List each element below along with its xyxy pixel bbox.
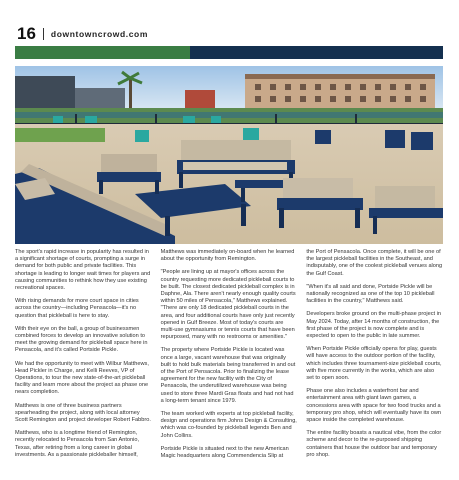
- paragraph: Matthews is one of three business partners spearheading the project, along with local attorney Scott Remington and project developer Robert Fabbro.: [15, 402, 151, 424]
- page-header: [17, 24, 148, 44]
- color-band: [15, 46, 443, 59]
- article-body: [15, 249, 443, 474]
- paragraph: The property where Portside Pickle is located was once a large, vacant warehouse that was originally built to hold bulk materials being transferred in and out of the Port of Pensacola. Prior to finalizing the lease agreement for the new facility with the City of Pensacola, the underutilized warehouse was being used to store three Mardi Gras floats and had not had a long-term tenant since 1979.: [160, 347, 296, 404]
- paragraph: The sport's rapid increase in popularity has resulted in a significant shortage of courts, prompting a surge in demand for both public and private facilities. This shortage is leading to longer wait times for players and causing communities to rethink how they use existing recreational spaces.: [15, 249, 151, 292]
- color-band-navy: [190, 46, 443, 59]
- paragraph: Matthews, who is a longtime friend of Remington, recently relocated to Pensacola from San Antonio, Texas, after retiring from a long career in global investments. As a passionate pickleballer himself,: [15, 430, 140, 458]
- paragraph: With rising demands for more court space in cities across the country—including Pensacola—it's no question that pickleball is here to stay.: [15, 298, 139, 319]
- header-divider: [43, 28, 44, 40]
- pickleball-venue-photo: [15, 66, 443, 244]
- paragraph: Phase one also includes a waterfront bar and entertainment area with giant lawn games, a concessions area with space for two food trucks and a temporary pro shop, which will eventually have its own space inside the completed warehouse.: [306, 388, 441, 424]
- paragraph: Matthews was immediately on-board when he learned about the opportunity from Remington.: [160, 249, 295, 263]
- article-column-1: [15, 249, 152, 474]
- paragraph: the Port of Pensacola. Once complete, it will be one of the largest pickleball facilities in the Southeast, and indisputably, one of the coolest pickleball venues along the Gulf Coast.: [306, 249, 443, 277]
- article-column-2: [161, 249, 298, 474]
- paragraph: Portside Pickle is situated next to the new American Magic headquarters along Commendencia Slip at: [160, 445, 289, 460]
- paragraph: "People are lining up at mayor's offices across the country requesting more dedicated pickleball courts to be built. The closest dedicated pickleball complex is in Daphne, Ala. There aren't nearly enough quality courts within 50 miles of Pensacola," Matthews explained. "There are only 18 dedicated pickleball courts in the area, and four additional courts have only just recently opened in Gulf Breeze. Most of today's courts are multi-use gymnasiums or tennis courts that have been repurposed, many with no restrooms or amenities.": [160, 269, 296, 341]
- paragraph: Developers broke ground on the multi-phase project in May 2024. Today, after 14 months of construction, the first phase of the project is now complete and is expected to open to the public in late summer.: [306, 311, 441, 340]
- paragraph: The entire facility boasts a nautical vibe, from the color scheme and decor to the re-purposed shipping containers that house the outdoor bar and temporary pro shop.: [306, 430, 442, 458]
- color-band-green: [15, 46, 190, 59]
- site-name: downtowncrowd.com: [50, 29, 149, 39]
- paragraph: When Portside Pickle officially opens for play, guests will have access to the outdoor portion of the facility, which includes three tournament-size pickleball courts, with five more currently in the works, which are also set to open soon.: [306, 346, 442, 382]
- paragraph: We had the opportunity to meet with Wilbur Matthews, Head Pickler in Charge, and Kelli Reeves, VP of Operations, to tour the new state-of-the-art pickleball facility and learn more about the project as phase one nears completion.: [15, 360, 149, 396]
- page-number: 16: [17, 24, 36, 43]
- paragraph: "When it's all said and done, Portside Pickle will be nationally recognized as one of the top 10 pickleball facilities in the country," Matthews said.: [306, 283, 435, 305]
- article-column-3: [306, 249, 443, 474]
- paragraph: The team worked with experts at top pickleball facility, design and operations firm Johns Design & Consulting, which was co-founded by pickleball legends Ben and John Collins.: [160, 411, 297, 439]
- paragraph: With their eye on the ball, a group of businessmen combined forces to develop an innovative solution to meet the growing demand for pickleball space here in Pensacola, and it's called Portside Pickle.: [15, 325, 148, 354]
